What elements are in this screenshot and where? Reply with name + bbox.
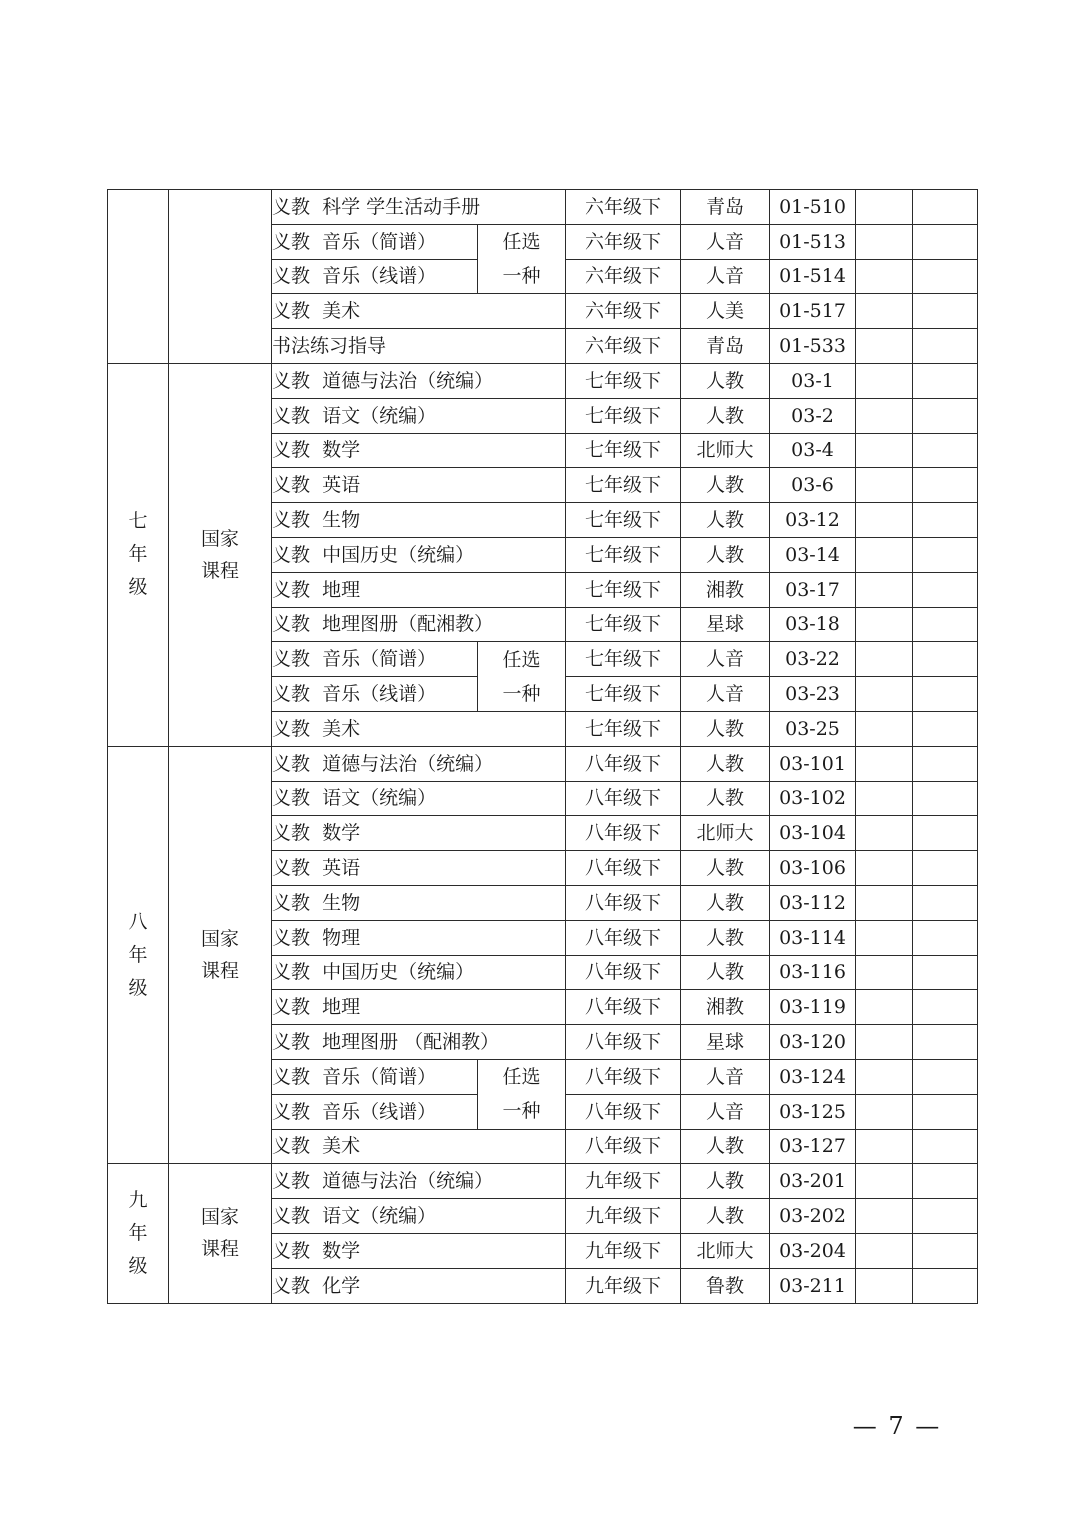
publisher: 人教 [681,537,770,572]
grade-cell [108,1164,169,1303]
empty-cell [913,294,978,329]
book-title: 义教 地理图册 （配湘教） [272,1025,566,1060]
category-cell [169,190,272,364]
publisher: 人音 [681,1059,770,1094]
empty-cell [856,1129,913,1164]
publisher: 人教 [681,746,770,781]
empty-cell [856,955,913,990]
empty-cell [913,259,978,294]
book-code: 03-204 [770,1233,856,1268]
grade-term: 八年级下 [566,990,681,1025]
elective-note [478,642,566,712]
book-code: 03-14 [770,537,856,572]
textbook-table-region [107,189,977,1337]
grade-term: 八年级下 [566,885,681,920]
empty-cell [856,329,913,364]
book-code: 03-104 [770,816,856,851]
empty-cell [913,537,978,572]
empty-cell [856,851,913,886]
grade-cell [108,190,169,364]
empty-cell [913,1233,978,1268]
book-code: 03-25 [770,711,856,746]
book-code: 03-102 [770,781,856,816]
book-code: 03-127 [770,1129,856,1164]
book-title: 义教 音乐（简谱） [272,224,478,259]
book-code: 03-2 [770,398,856,433]
empty-cell [913,1094,978,1129]
book-code: 01-533 [770,329,856,364]
publisher: 星球 [681,607,770,642]
publisher: 湘教 [681,990,770,1025]
empty-cell [856,746,913,781]
grade-label: 八年级 [128,910,148,999]
empty-cell [913,329,978,364]
empty-cell [913,1268,978,1303]
grade-term: 八年级下 [566,955,681,990]
grade-term: 八年级下 [566,920,681,955]
grade-term: 七年级下 [566,537,681,572]
empty-cell [913,224,978,259]
publisher: 人教 [681,398,770,433]
book-title: 义教 中国历史（统编） [272,955,566,990]
table-row [108,363,978,398]
publisher: 人美 [681,294,770,329]
book-title: 义教 美术 [272,1129,566,1164]
publisher: 北师大 [681,816,770,851]
elective-note [478,1059,566,1129]
book-code: 03-22 [770,642,856,677]
grade-term: 九年级下 [566,1233,681,1268]
category-cell [169,363,272,746]
empty-cell [913,607,978,642]
empty-cell [913,1199,978,1234]
grade-cell [108,746,169,1164]
empty-cell [913,955,978,990]
publisher: 人教 [681,1129,770,1164]
book-code: 01-514 [770,259,856,294]
publisher: 人教 [681,781,770,816]
empty-cell [856,711,913,746]
empty-cell [913,572,978,607]
book-title: 义教 道德与法治（统编） [272,363,566,398]
empty-cell [856,1094,913,1129]
grade-term: 七年级下 [566,468,681,503]
book-title: 义教 数学 [272,1233,566,1268]
book-title: 义教 生物 [272,885,566,920]
grade-term: 六年级下 [566,224,681,259]
book-title: 义教 数学 [272,816,566,851]
grade-term: 六年级下 [566,294,681,329]
book-title: 义教 数学 [272,433,566,468]
grade-term: 七年级下 [566,398,681,433]
book-title: 义教 音乐（线谱） [272,677,478,712]
publisher: 人教 [681,468,770,503]
category-label: 国家课程 [200,1206,239,1261]
empty-cell [856,885,913,920]
book-title: 义教 道德与法治（统编） [272,1164,566,1199]
empty-cell [913,503,978,538]
empty-cell [913,885,978,920]
category-cell [169,1164,272,1303]
publisher: 人教 [681,851,770,886]
empty-cell [913,781,978,816]
empty-cell [913,851,978,886]
empty-cell [856,607,913,642]
empty-cell [913,363,978,398]
grade-term: 七年级下 [566,572,681,607]
empty-cell [856,190,913,225]
book-code: 03-116 [770,955,856,990]
book-code: 03-18 [770,607,856,642]
book-title: 义教 音乐（线谱） [272,259,478,294]
publisher: 人教 [681,363,770,398]
publisher: 青岛 [681,329,770,364]
empty-cell [856,781,913,816]
textbook-table [107,189,978,1304]
grade-term: 九年级下 [566,1268,681,1303]
empty-cell [856,294,913,329]
book-title: 义教 英语 [272,851,566,886]
empty-cell [856,433,913,468]
book-code: 03-6 [770,468,856,503]
grade-term: 九年级下 [566,1164,681,1199]
elective-note-text: 任选一种 [502,648,541,705]
empty-cell [913,711,978,746]
book-title: 义教 地理 [272,990,566,1025]
empty-cell [913,398,978,433]
empty-cell [913,677,978,712]
publisher: 人音 [681,259,770,294]
table-row [108,190,978,225]
empty-cell [856,572,913,607]
publisher: 北师大 [681,1233,770,1268]
book-code: 03-1 [770,363,856,398]
grade-term: 七年级下 [566,433,681,468]
book-title: 义教 科学 学生活动手册 [272,190,566,225]
category-label: 国家课程 [200,928,239,983]
grade-term: 九年级下 [566,1199,681,1234]
publisher: 人教 [681,955,770,990]
grade-term: 八年级下 [566,816,681,851]
book-title: 义教 地理 [272,572,566,607]
empty-cell [856,503,913,538]
book-title: 义教 生物 [272,503,566,538]
empty-cell [856,468,913,503]
book-title: 义教 中国历史（统编） [272,537,566,572]
grade-term: 六年级下 [566,259,681,294]
table-row [108,1164,978,1199]
empty-cell [913,190,978,225]
book-title: 义教 物理 [272,920,566,955]
grade-term: 六年级下 [566,329,681,364]
empty-cell [856,1025,913,1060]
grade-label: 九年级 [128,1188,148,1277]
book-code: 03-12 [770,503,856,538]
publisher: 人音 [681,642,770,677]
publisher: 人教 [681,920,770,955]
book-title: 义教 化学 [272,1268,566,1303]
grade-term: 七年级下 [566,642,681,677]
empty-cell [856,642,913,677]
publisher: 人教 [681,885,770,920]
empty-cell [913,1025,978,1060]
category-cell [169,746,272,1164]
empty-cell [856,363,913,398]
book-title: 义教 美术 [272,711,566,746]
book-title: 义教 语文（统编） [272,1199,566,1234]
publisher: 星球 [681,1025,770,1060]
book-code: 03-106 [770,851,856,886]
book-code: 01-513 [770,224,856,259]
book-code: 03-120 [770,1025,856,1060]
publisher: 北师大 [681,433,770,468]
empty-cell [913,990,978,1025]
book-code: 01-510 [770,190,856,225]
empty-cell [856,990,913,1025]
empty-cell [856,1164,913,1199]
empty-cell [856,1059,913,1094]
book-title: 义教 音乐（线谱） [272,1094,478,1129]
book-code: 03-202 [770,1199,856,1234]
book-code: 03-101 [770,746,856,781]
page-number: — 7 — [852,1412,942,1440]
book-title: 义教 美术 [272,294,566,329]
book-title: 义教 音乐（简谱） [272,642,478,677]
grade-term: 八年级下 [566,746,681,781]
book-code: 01-517 [770,294,856,329]
book-code: 03-112 [770,885,856,920]
empty-cell [913,433,978,468]
book-title: 义教 道德与法治（统编） [272,746,566,781]
book-code: 03-17 [770,572,856,607]
empty-cell [856,920,913,955]
book-code: 03-4 [770,433,856,468]
empty-cell [856,224,913,259]
empty-cell [913,468,978,503]
book-code: 03-114 [770,920,856,955]
grade-term: 八年级下 [566,1129,681,1164]
publisher: 人教 [681,711,770,746]
grade-term: 六年级下 [566,190,681,225]
publisher: 人音 [681,1094,770,1129]
elective-note-text: 任选一种 [502,231,541,288]
elective-note-text: 任选一种 [502,1066,541,1123]
grade-term: 七年级下 [566,363,681,398]
publisher: 人音 [681,677,770,712]
table-body [108,190,978,1304]
book-title: 义教 地理图册（配湘教） [272,607,566,642]
publisher: 人音 [681,224,770,259]
elective-note [478,224,566,294]
empty-cell [856,816,913,851]
book-code: 03-201 [770,1164,856,1199]
grade-term: 七年级下 [566,607,681,642]
empty-cell [856,677,913,712]
grade-term: 八年级下 [566,1025,681,1060]
book-title: 义教 语文（统编） [272,781,566,816]
grade-term: 八年级下 [566,851,681,886]
publisher: 湘教 [681,572,770,607]
publisher: 人教 [681,1164,770,1199]
grade-term: 八年级下 [566,1059,681,1094]
grade-term: 七年级下 [566,677,681,712]
empty-cell [913,1059,978,1094]
publisher: 鲁教 [681,1268,770,1303]
grade-term: 八年级下 [566,781,681,816]
book-title: 义教 音乐（简谱） [272,1059,478,1094]
category-label: 国家课程 [200,527,239,582]
empty-cell [856,259,913,294]
empty-cell [913,1129,978,1164]
book-code: 03-23 [770,677,856,712]
book-code: 03-211 [770,1268,856,1303]
publisher: 人教 [681,503,770,538]
empty-cell [913,920,978,955]
empty-cell [913,642,978,677]
empty-cell [913,1164,978,1199]
empty-cell [856,1199,913,1234]
empty-cell [913,746,978,781]
book-title: 义教 英语 [272,468,566,503]
grade-cell [108,363,169,746]
grade-label: 七年级 [128,510,148,599]
grade-term: 七年级下 [566,711,681,746]
empty-cell [856,1233,913,1268]
publisher: 人教 [681,1199,770,1234]
empty-cell [856,537,913,572]
book-title: 书法练习指导 [272,329,566,364]
book-code: 03-125 [770,1094,856,1129]
grade-term: 七年级下 [566,503,681,538]
book-title: 义教 语文（统编） [272,398,566,433]
grade-term: 八年级下 [566,1094,681,1129]
book-code: 03-124 [770,1059,856,1094]
empty-cell [913,816,978,851]
empty-cell [856,398,913,433]
book-code: 03-119 [770,990,856,1025]
empty-cell [856,1268,913,1303]
table-row [108,746,978,781]
publisher: 青岛 [681,190,770,225]
